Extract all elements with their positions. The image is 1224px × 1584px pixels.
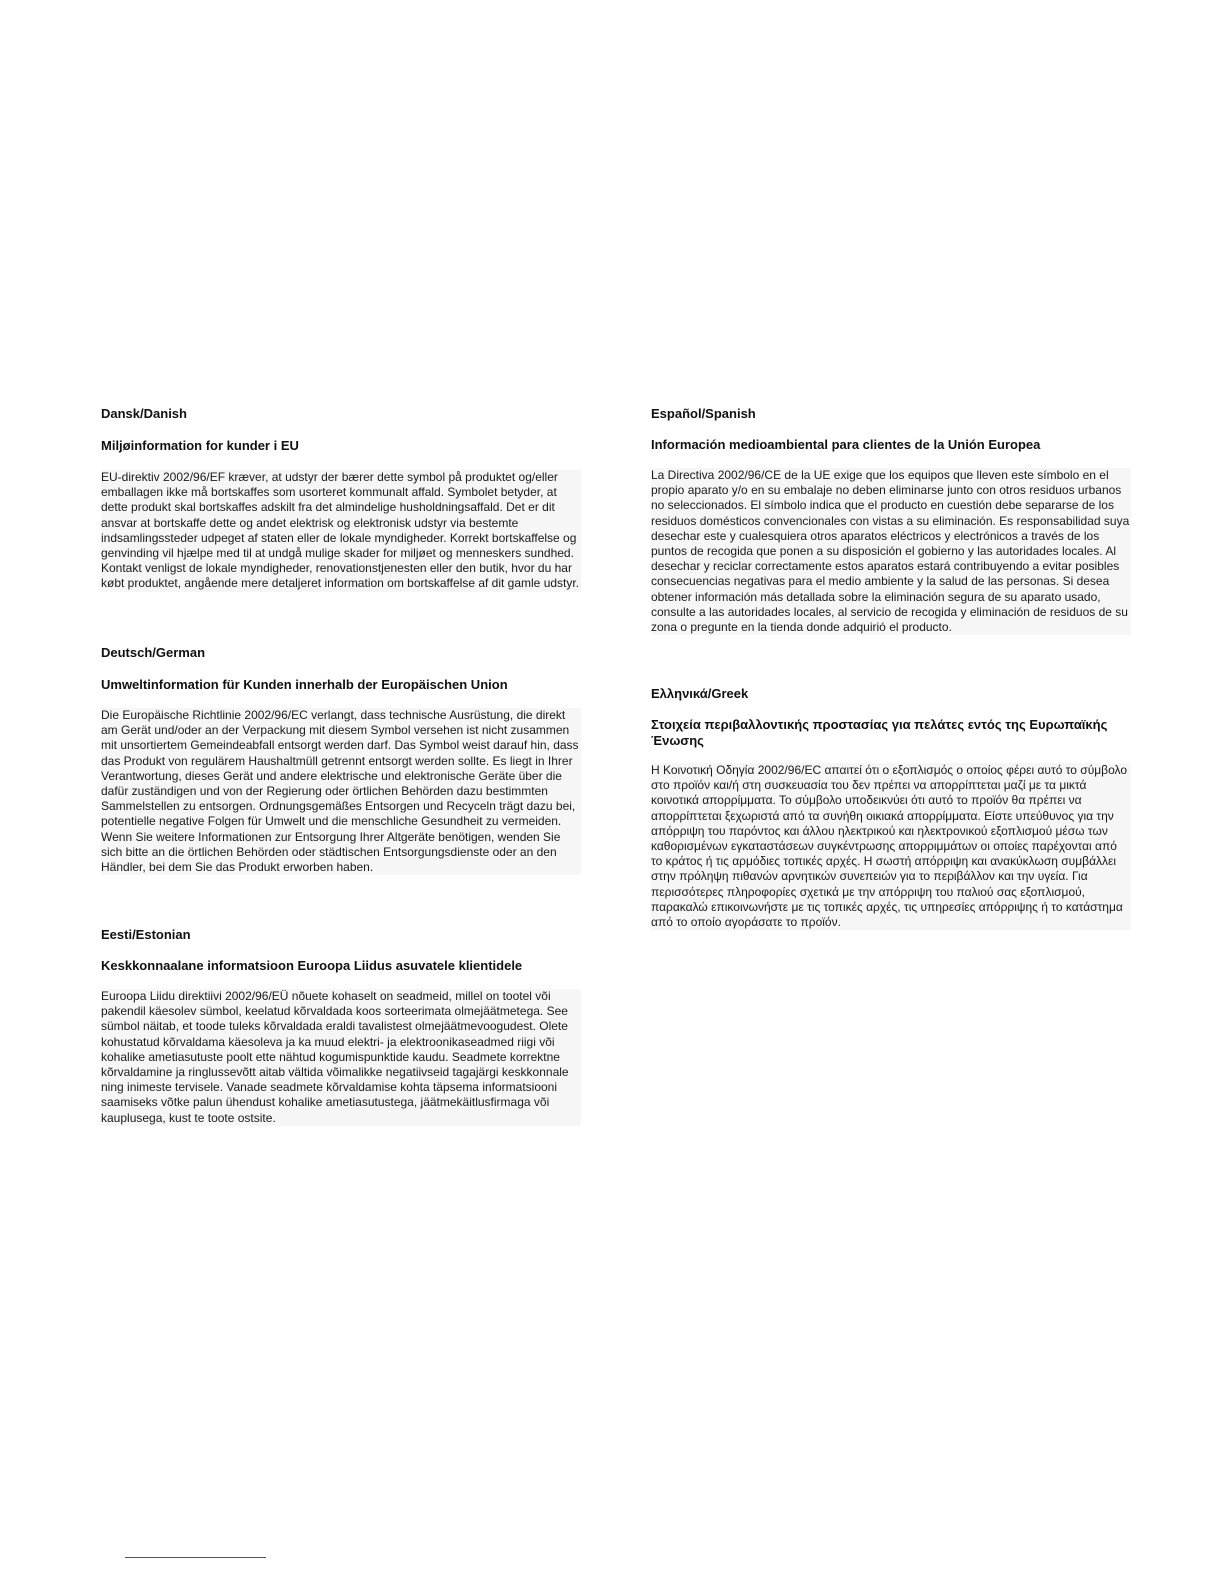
section-body: La Directiva 2002/96/CE de la UE exige que los equipos que lleven este símbolo en el propio aparato y/o en su embalaje no deben eliminarse junto con otros residuos urbanos no seleccionados. El símbolo indica que el producto en cuestión debe separarse de los residuos domésticos convencionales con vistas a su eliminación. Es responsabilidad suya desechar este y cualesquiera otros aparatos eléctricos y electrónicos a través de los puntos de recogida que ponen a su disposición el gobierno y las autoridades locales. Al desechar y reciclar correctamente estos aparatos estará contribuyendo a evitar posibles consecuencias negativas para el medio ambiente y la salud de las personas. Si desea obtener información más detallada sobre la eliminación segura de su aparato usado, consulte a las autoridades locales, al servicio de recogida y eliminación de residuos de su zona o pregunte en la tienda donde adquirió el producto.: [651, 468, 1130, 635]
section-spanish: [651, 406, 1131, 635]
section-body: EU-direktiv 2002/96/EF kræver, at udstyr der bærer dette symbol på produktet og/eller emballagen ikke må bortskaffes som usorteret kommunalt affald. Symbolet betyder, at dette produkt skal bortskaffes adskilt fra det almindelige husholdningsaffald. Det er dit ansvar at bortskaffe dette og andet elektrisk og elektronisk udstyr via bestemte indsamlingssteder udpeget af staten eller de lokale myndigheder. Korrekt bortskaffelse og genvinding vil hjælpe med til at undgå mulige skader for miljøet og menneskers sundhed. Kontakt venligst de lokale myndigheder, renovationstjenesten eller den butik, hvor du har købt produktet, angående mere detaljeret information om bortskaffelse af dit gamle udstyr.: [101, 470, 580, 591]
section-heading: Keskkonnaalane informatsioon Euroopa Liidus asuvatele klientidele: [101, 958, 523, 973]
language-title: Ελληνικά/Greek: [651, 686, 749, 701]
language-title: Eesti/Estonian: [101, 927, 191, 942]
section-body: Η Κοινοτική Οδηγία 2002/96/EC απαιτεί ότι ο εξοπλισμός ο οποίος φέρει αυτό το σύμβολο στο προϊόν και/ή στη συσκευασία του δεν πρέπει να απορρίπτεται μαζί με τα μικτά κοινοτικά απορρίμματα. Το σύμβολο υποδεικνύει ότι αυτό το προϊόν θα πρέπει να απορρίπτεται ξεχωριστά από τα συνήθη οικιακά απορρίμματα. Είστε υπεύθυνος για την απόρριψη του παρόντος και άλλου ηλεκτρικού και ηλεκτρονικού εξοπλισμού μέσω των καθορισμένων εγκαταστάσεων συγκέντρωσης απορριμμάτων οι οποίες παρέχονται από το κράτος ή τις αρμόδιες τοπικές αρχές. Η σωστή απόρριψη και ανακύκλωση συμβάλλει στην πρόληψη πιθανών αρνητικών συνεπειών για το περιβάλλον και την υγεία. Για περισσότερες πληροφορίες σχετικά με την απόρριψη του παλιού σας εξοπλισμού, παρακαλώ επικοινωνήστε με τις τοπικές αρχές, τις υπηρεσίες απόρριψης ή το κατάστημα από το οποίο αγοράσατε το προϊόν.: [651, 763, 1131, 930]
section-heading: Información medioambiental para clientes de la Unión Europea: [651, 437, 1041, 452]
section-body: Euroopa Liidu direktiivi 2002/96/EÜ nõuete kohaselt on seadmeid, millel on tootel või pakendil käesolev sümbol, keelatud kõrvaldada koos sorteerimata olmejäätmetega. See sümbol näitab, et toode tuleks kõrvaldada eraldi tavalistest olmejäätmevoogudest. Olete kohustatud kõrvaldama käesoleva ja ka muud elektri- ja elektroonikaseadmed riigi või kohalike ametiasutuste poolt ette nähtud kogumispunktide kaudu. Seadmete korrektne kõrvaldamine ja ringlussevõtt aitab vältida võimalikke negatiivseid tagajärgi keskkonnale ning inimeste tervisele. Vanade seadmete kõrvaldamise kohta täpsema informatsiooni saamiseks võtke palun ühendust kohalike ametiasutustega, jäätmekäitlusfirmaga või kauplusega, kust te toote ostsite.: [101, 989, 581, 1126]
section-heading: Umweltinformation für Kunden innerhalb der Europäischen Union: [101, 677, 508, 692]
language-title: Dansk/Danish: [101, 406, 187, 421]
language-title: Español/Spanish: [651, 406, 756, 421]
section-estonian: [101, 927, 581, 1125]
language-title: Deutsch/German: [101, 645, 206, 660]
section-heading: Στοιχεία περιβαλλοντικής προστασίας για πελάτες εντός της Ευρωπαϊκής Ένωσης: [651, 717, 1108, 748]
footer-divider: [125, 1557, 266, 1558]
section-heading: Miljøinformation for kunder i EU: [101, 438, 299, 453]
section-danish: [101, 406, 581, 591]
section-german: [101, 645, 581, 875]
section-body: Die Europäische Richtlinie 2002/96/EC verlangt, dass technische Ausrüstung, die direkt am Gerät und/oder an der Verpackung mit diesem Symbol versehen ist nicht zusammen mit unsortiertem Gemeindeabfall entsorgt werden darf. Das Symbol weist darauf hin, dass das Produkt von regulärem Haushaltmüll getrennt entsorgt werden sollte. Es liegt in Ihrer Verantwortung, dieses Gerät und andere elektrische und elektronische Geräte über die dafür zuständigen und von der Regierung oder örtlichen Behörden dazu bestimmten Sammelstellen zu entsorgen. Ordnungsgemäßes Entsorgen und Recyceln trägt dazu bei, potentielle negative Folgen für Umwelt und die menschliche Gesundheit zu vermeiden. Wenn Sie weitere Informationen zur Entsorgung Ihrer Altgeräte benötigen, wenden Sie sich bitte an die örtlichen Behörden oder städtischen Entsorgungsdienste oder an den Händler, bei dem Sie das Produkt erworben haben.: [101, 708, 581, 875]
section-greek: [651, 686, 1131, 930]
